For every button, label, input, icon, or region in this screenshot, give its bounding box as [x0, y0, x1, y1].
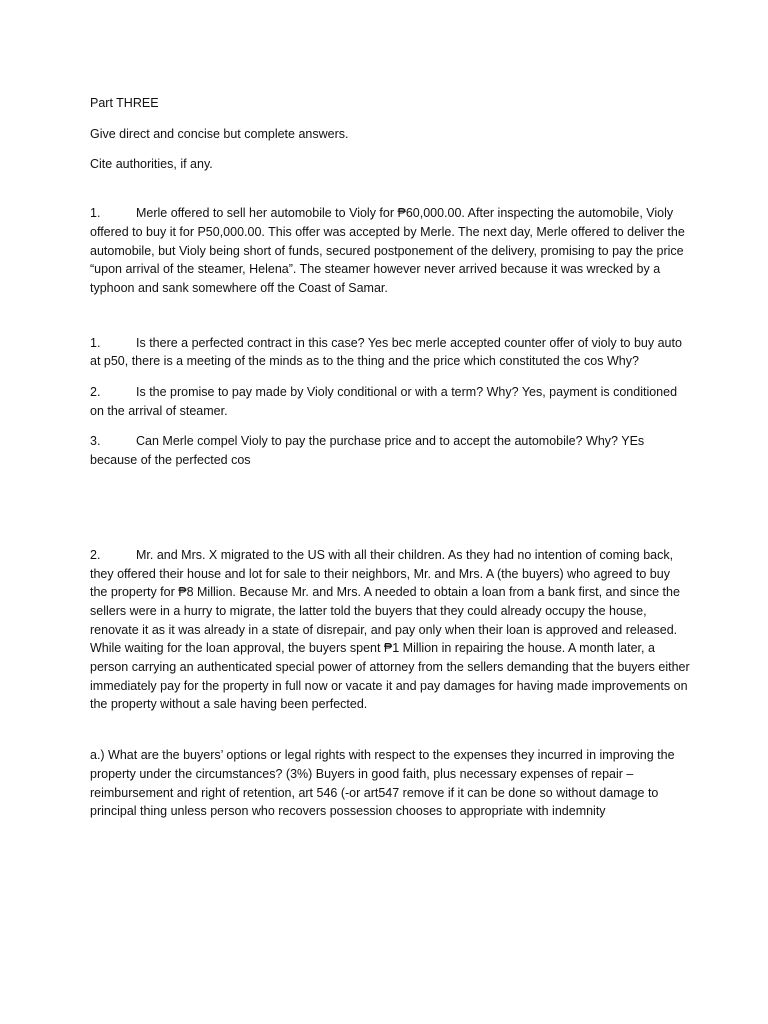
instruction-directness: Give direct and concise but complete answers.: [90, 126, 349, 141]
document-page: [90, 94, 690, 821]
question-2-paragraph: [90, 383, 690, 420]
problem-1-paragraph: [90, 204, 690, 298]
question-3-paragraph: [90, 432, 690, 469]
problem-2-number: 2.: [90, 547, 101, 562]
question-2-number: 2.: [90, 385, 101, 400]
question-1-text: Is there a perfected contract in this case? Yes bec merle accepted counter offer of violy to buy auto at p50, there is a meeting of the minds as to the thing and the price which constituted the cos Why?: [90, 335, 682, 369]
problem-1-text: Merle offered to sell her automobile to Violy for ₱60,000.00. After inspecting the automobile, Violy offered to buy it for P50,000.00. This offer was accepted by Merle. The next day, Merle offered to deliver the automobile, but Violy being short of funds, secured postponement of the delivery, promising to pay the price “upon arrival of the steamer, Helena”. The steamer however never arrived because it was wrecked by a typhoon and sank somewhere off the Coast of Samar.: [90, 206, 685, 295]
question-a-paragraph: a.) What are the buyers’ options or legal rights with respect to the expenses they incurred in improving the property under the circumstances? (3%) Buyers in good faith, plus necessary expenses of repair – reimbursement and right of retention, art 546 (-or art547 remove if it can be done so without damage to principal thing unless person who recovers possession chooses to appropriate with indemnity: [90, 748, 675, 819]
problem-2-text: Mr. and Mrs. X migrated to the US with all their children. As they had no intention of coming back, they offered their house and lot for sale to their neighbors, Mr. and Mrs. A (the buyers) who agreed to buy the property for ₱8 Million. Because Mr. and Mrs. A needed to obtain a loan from a bank first, and since the sellers were in a hurry to migrate, the latter told the buyers that they could already occupy the house, renovate it as it was already in a state of disrepair, and pay only when their loan is approved and released. While waiting for the loan approval, the buyers spent ₱1 Million in repairing the house. A month later, a person carrying an authenticated special power of attorney from the sellers demanding that the buyers either immediately pay for the property in full now or vacate it and pay damages for having made improvements on the property without a sale having been perfected.: [90, 547, 690, 712]
question-1-number: 1.: [90, 335, 101, 350]
instruction-cite-authorities: Cite authorities, if any.: [90, 157, 213, 172]
problem-2-paragraph: [90, 546, 690, 714]
question-3-text: Can Merle compel Violy to pay the purchase price and to accept the automobile? Why? YEs because of the perfected cos: [90, 434, 645, 468]
problem-1-number: 1.: [90, 206, 101, 221]
part-title: Part THREE: [90, 96, 159, 110]
question-3-number: 3.: [90, 434, 101, 449]
question-1-paragraph: [90, 334, 690, 371]
question-2-text: Is the promise to pay made by Violy conditional or with a term? Why? Yes, payment is conditioned on the arrival of steamer.: [90, 385, 678, 418]
